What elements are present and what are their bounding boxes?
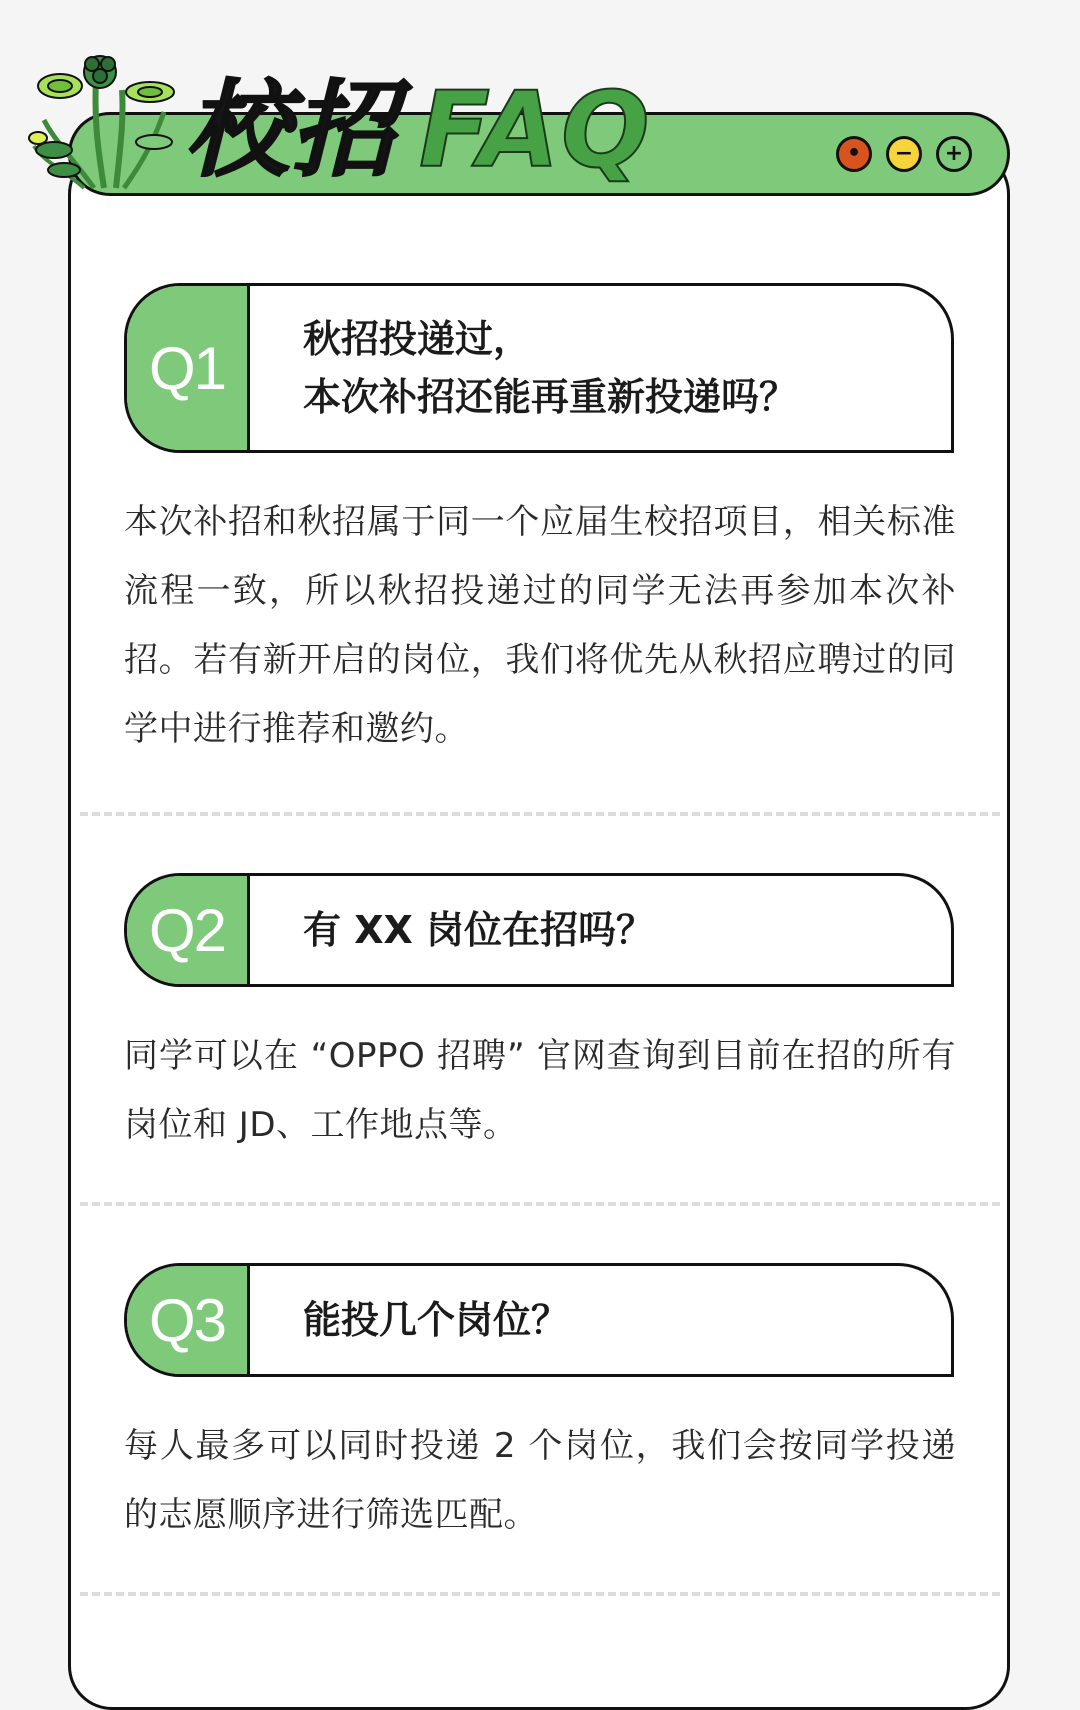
- question-text-q2: [303, 876, 931, 984]
- question-text-q3: [303, 1266, 931, 1374]
- question-card-q3: [124, 1263, 954, 1377]
- minimize-icon[interactable]: −: [886, 136, 922, 172]
- title-accent: FAQ: [419, 69, 652, 191]
- question-label-q2: Q2: [127, 876, 250, 984]
- question-line: 有 XX 岗位在招吗？: [303, 908, 655, 952]
- plant-illustration-icon: [24, 50, 204, 200]
- question-card-q2: [124, 873, 954, 987]
- section-divider: [80, 812, 1000, 816]
- title-main: 校招: [185, 69, 398, 191]
- question-line: 本次补招还能再重新投递吗？: [303, 375, 798, 419]
- question-label-q3: Q3: [127, 1266, 250, 1374]
- close-icon[interactable]: •: [836, 136, 872, 172]
- question-text-q1: [303, 286, 931, 450]
- maximize-icon[interactable]: +: [936, 136, 972, 172]
- answer-text-q2: 同学可以在 “OPPO 招聘” 官网查询到目前在招的所有岗位和 JD、工作地点等。: [124, 1036, 956, 1145]
- question-label-q1: Q1: [127, 286, 250, 450]
- page-title: [185, 70, 652, 190]
- answer-text-q3: 每人最多可以同时投递 2 个岗位，我们会按同学投递的志愿顺序进行筛选匹配。: [124, 1426, 956, 1535]
- section-divider: [80, 1592, 1000, 1596]
- question-card-q1: [124, 283, 954, 453]
- window-controls: [836, 136, 972, 176]
- section-divider: [80, 1202, 1000, 1206]
- answer-text-q1: 本次补招和秋招属于同一个应届生校招项目，相关标准流程一致，所以秋招投递过的同学无法再参加本次补招。若有新开启的岗位，我们将优先从秋招应聘过的同学中进行推荐和邀约。: [124, 502, 956, 749]
- question-line: 秋招投递过，: [303, 317, 532, 361]
- question-line: 能投几个岗位？: [303, 1298, 570, 1342]
